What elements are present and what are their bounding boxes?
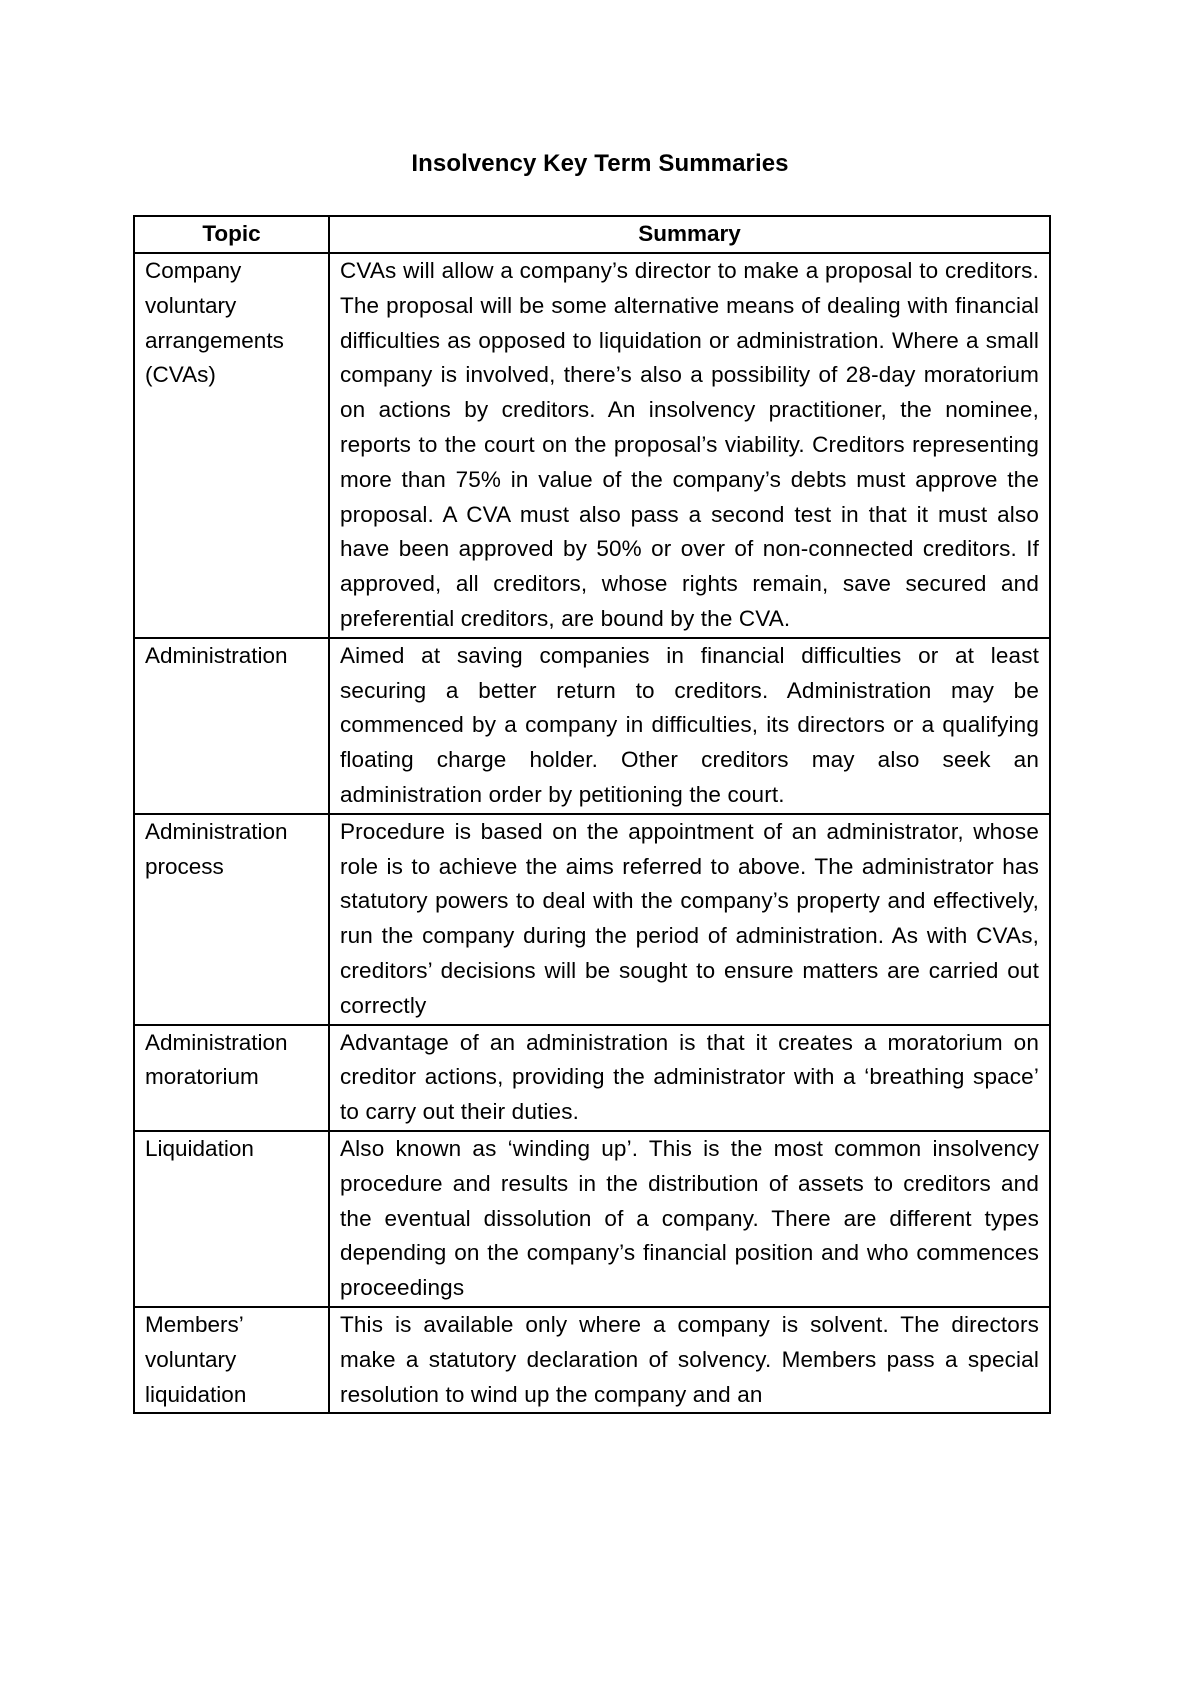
topic-cell-liquidation: Liquidation: [134, 1131, 329, 1307]
summary-cell-cva: CVAs will allow a company’s director to make a proposal to creditors. The proposal will be some alternative means of dealing with financial difficulties as opposed to liquidation or administration. Where a small company is involved, there’s also a possibility of 28-day moratorium on actions by creditors. An insolvency practitioner, the nominee, reports to the court on the proposal’s viability. Creditors representing more than 75% in value of the company’s debts must approve the proposal. A CVA must also pass a second test in that it must also have been approved by 50% or over of non-connected creditors. If approved, all creditors, whose rights remain, save secured and preferential creditors, are bound by the CVA.: [329, 253, 1050, 638]
column-header-summary: Summary: [329, 216, 1050, 253]
key-terms-table: [133, 215, 1051, 1414]
topic-cell-administration: Administration: [134, 638, 329, 814]
table-row: [134, 1307, 1050, 1413]
table-row: [134, 1131, 1050, 1307]
topic-cell-members-voluntary-liquidation: Members’ voluntary liquidation: [134, 1307, 329, 1413]
summary-cell-members-voluntary-liquidation: This is available only where a company is solvent. The directors make a statutory declaration of solvency. Members pass a special resolution to wind up the company and an: [329, 1307, 1050, 1413]
summary-cell-administration-process: Procedure is based on the appointment of an administrator, whose role is to achieve the aims referred to above. The administrator has statutory powers to deal with the company’s property and effectively, run the company during the period of administration. As with CVAs, creditors’ decisions will be sought to ensure matters are carried out correctly: [329, 814, 1050, 1025]
table-header-row: [134, 216, 1050, 253]
table-row: [134, 253, 1050, 638]
table-row: [134, 638, 1050, 814]
column-header-topic: Topic: [134, 216, 329, 253]
table-row: [134, 1025, 1050, 1131]
topic-cell-administration-process: Administration process: [134, 814, 329, 1025]
table-row: [134, 814, 1050, 1025]
topic-cell-administration-moratorium: Administration moratorium: [134, 1025, 329, 1131]
summary-cell-administration-moratorium: Advantage of an administration is that it creates a moratorium on creditor actions, providing the administrator with a ‘breathing space’ to carry out their duties.: [329, 1025, 1050, 1131]
page-title: Insolvency Key Term Summaries: [411, 150, 789, 177]
topic-cell-cva: Company voluntary arrangements (CVAs): [134, 253, 329, 638]
summary-cell-administration: Aimed at saving companies in financial difficulties or at least securing a better return to creditors. Administration may be commenced by a company in difficulties, its directors or a qualifying floating charge holder. Other creditors may also seek an administration order by petitioning the court.: [329, 638, 1050, 814]
summary-cell-liquidation: Also known as ‘winding up’. This is the most common insolvency procedure and results in the distribution of assets to creditors and the eventual dissolution of a company. There are different types depending on the company’s financial position and who commences proceedings: [329, 1131, 1050, 1307]
